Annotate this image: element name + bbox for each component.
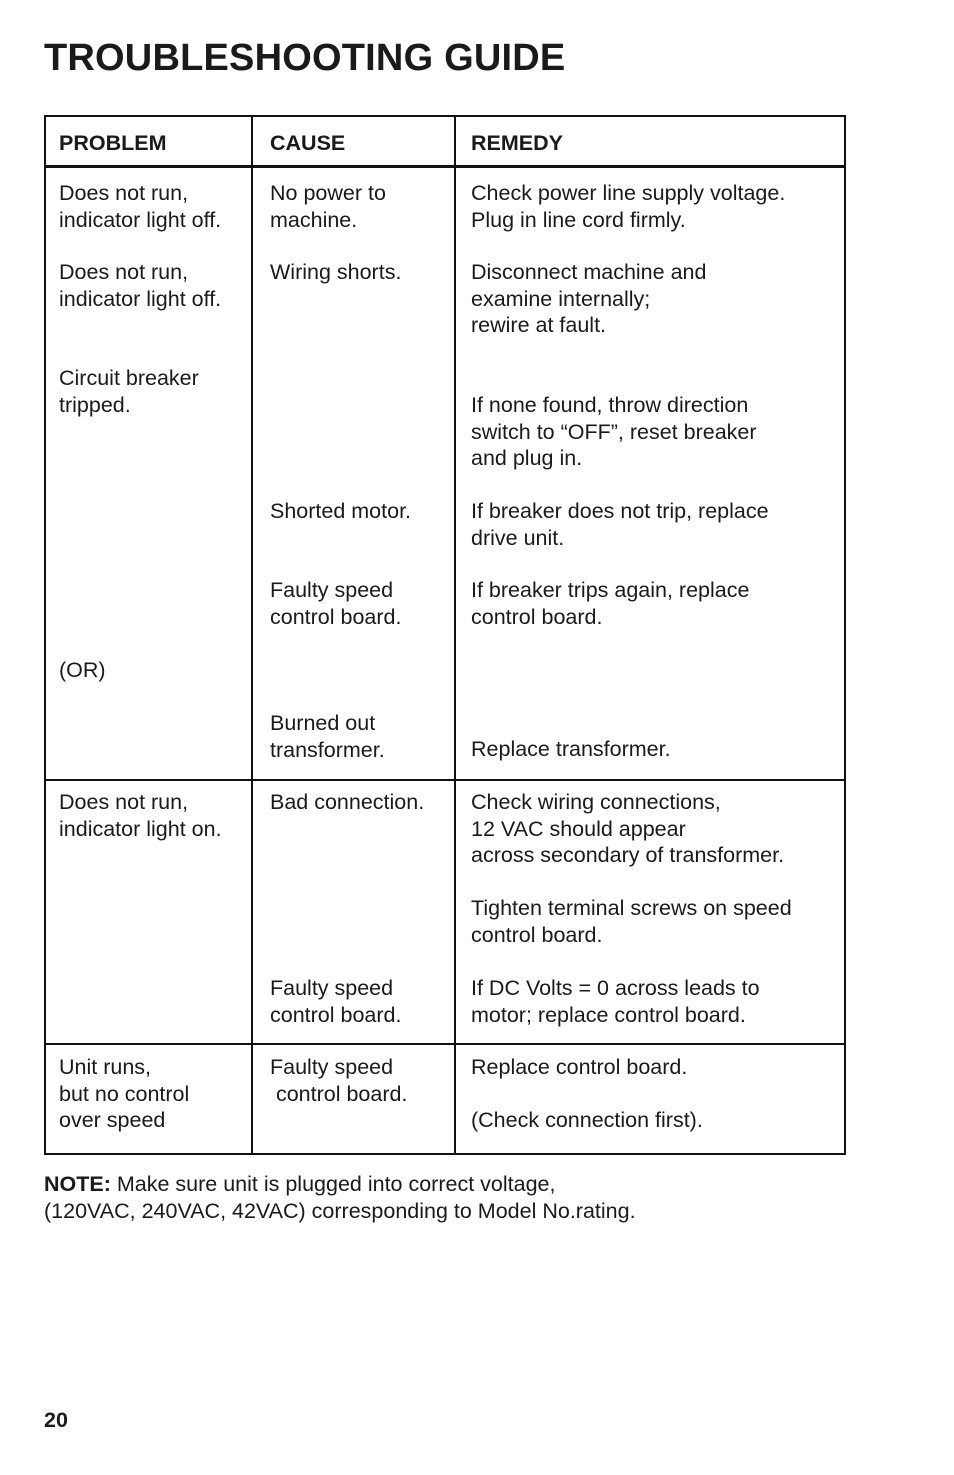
cause-cell: Burned out transformer. [270, 711, 385, 762]
row-divider [46, 779, 844, 781]
remedy-cell: Replace control board. [471, 1055, 688, 1079]
cause-cell: Bad connection. [270, 790, 425, 814]
problem-cell: (OR) [59, 658, 106, 682]
header-remedy: REMEDY [471, 131, 563, 155]
problem-cell: Does not run, indicator light off. [59, 181, 222, 232]
cause-cell: Faulty speed control board. [270, 1055, 408, 1106]
troubleshooting-table [44, 115, 846, 1155]
remedy-cell: Tighten terminal screws on speed control board. [471, 896, 792, 947]
note-paragraph [44, 1171, 636, 1224]
remedy-cell: Check power line supply voltage. Plug in line cord firmly. [471, 181, 786, 232]
header-cause: CAUSE [270, 131, 346, 155]
remedy-cell: If breaker trips again, replace control board. [471, 578, 750, 629]
row-divider [46, 1043, 844, 1045]
remedy-cell: If breaker does not trip, replace drive unit. [471, 499, 769, 550]
header-problem: PROBLEM [59, 131, 167, 155]
note-label: NOTE: [44, 1172, 111, 1196]
problem-cell: Does not run, indicator light off. [59, 260, 222, 311]
remedy-cell: Check wiring connections, 12 VAC should appear across secondary of transformer. [471, 790, 785, 867]
remedy-cell: Replace transformer. [471, 737, 671, 761]
problem-cell: Unit runs, but no control over speed [59, 1055, 190, 1132]
page-title: TROUBLESHOOTING GUIDE [44, 37, 566, 79]
problem-cell: Circuit breaker tripped. [59, 366, 199, 417]
column-divider [454, 117, 456, 1153]
remedy-cell: If none found, throw direction switch to “OFF”, reset breaker and plug in. [471, 393, 757, 470]
note-text: Make sure unit is plugged into correct voltage, (120VAC, 240VAC, 42VAC) corresponding to Model No.rating. [44, 1172, 636, 1223]
page-number: 20 [44, 1408, 68, 1432]
problem-cell: Does not run, indicator light on. [59, 790, 222, 841]
remedy-cell: (Check connection first). [471, 1108, 703, 1132]
cause-cell: Wiring shorts. [270, 260, 402, 284]
column-divider [251, 117, 253, 1153]
cause-cell: Shorted motor. [270, 499, 412, 523]
cause-cell: Faulty speed control board. [270, 976, 402, 1027]
header-divider [46, 165, 844, 168]
cause-cell: Faulty speed control board. [270, 578, 402, 629]
remedy-cell: If DC Volts = 0 across leads to motor; replace control board. [471, 976, 760, 1027]
remedy-cell: Disconnect machine and examine internally; rewire at fault. [471, 260, 707, 337]
cause-cell: No power to machine. [270, 181, 386, 232]
